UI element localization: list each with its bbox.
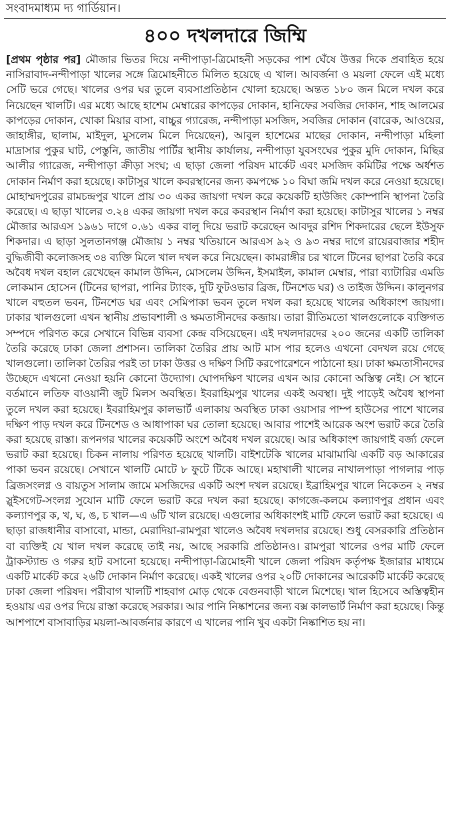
article (4, 0, 446, 816)
previous-article-tail: সংবাদমাধ্যম দ্য গার্ডিয়ান। (6, 1, 121, 15)
divider (4, 18, 446, 19)
headline: ৪০০ দখলদারে জিম্মি (143, 25, 307, 47)
article-body (4, 53, 446, 631)
continued-label: [প্রথম পৃষ্ঠার পর] (6, 54, 81, 66)
body-text: মৌজার ভিতর দিয়ে নন্দীপাড়া-ত্রিমোহনী সড়কের পাশ ঘেঁষে উত্তর দিকে প্রবাহিত হয়ে নাসিরাবাদ-নন্দীপাড়া খালের সঙ্গে ত্রিমোহনীতে মিলিত হয়েছে এ খাল। আবর্জনা ও ময়লা ফেলে এই মধ্যে সেটি ভরে গেছে। খালের ওপর ঘর তুলে ব্যবসাপ্রতিষ্ঠান খোলা হয়েছে। অন্তত ১৮০ জন মিলে দখল করে নিয়েছেন খালটি। এর মধ্যে আছে হাশেম মেম্বারের কাপড়ের দোকান, হানিফের সবজির দোকান, শাহ আলমের কাপড়ের দোকান, খোকা মিয়ার বাসা, বাচ্চুর গ্যারেজ, নন্দীপাড়া মসজিদ, সবজির দোকান (বারেক, আওয়ের, জাহাঙ্গীর, ছালাম, মাইদুল, মুসলেম মিলে দিয়েছেন), আবুল হাশেমের মাছের দোকান, নন্দীপাড়া মহিলা মাদ্রাসার পুকুর ঘাট, পেস্তুনি, জাতীয় পার্টির স্থানীয় কার্যালয়, নন্দীপাড়া যুবসংঘের পুকুর মুদি দোকান, মিছির আলীর গ্যারেজ, নন্দীপাড়া ক্রীড়া সংঘ; এ ছাড়া জেলা পরিষদ মার্কেট এবং মসজিদ কমিটির পক্ষে অর্ধশত দোকান নির্মাণ করা হয়েছে। কাটাসুর খালে কবরস্থানের জন্য কমপক্ষে ১০ বিঘা জমি দখল করে নেওয়া হয়েছে। মোহাম্মদপুরের রামচন্দ্রপুর খালে প্রায় ৩০ একর জায়গা দখল করে কয়েকটি হাউজিং কোম্পানি স্থাপনা তৈরি করেছে। এ ছাড়া খালের ৩.২৪ একর জায়গা দখল করে কবরস্থান নির্মাণ করা হয়েছে। কাটাসুর খালের ১ নম্বর মৌজার আরএস ১৯৬১ দাগে ০.৬১ একর বালু দিয়ে ভরাট করেছেন আবদুর রশিদ শিকদারের ছেলে ইউসুফ শিকদার। এ ছাড়া সুলতানগঞ্জ মৌজায় ১ নম্বর খতিয়ানে আরএস ৯২ ও ৯৩ নম্বর দাগে রায়েরবাজার শহীদ বুদ্ধিজীবী কলোজসহ ৩৪ ব্যক্তি মিলে খাল দখল করে নিয়েছেন। কামরাঙ্গীর চর খালে টিনের ছাপরা তৈরি করে অবৈধ দখল বহাল রেখেছেন কামাল উদ্দিন, মোসলেম উদ্দিন, ইসমাইল, কামাল মেম্বার, পারা ব্যাটারির এমডি লোকমান হোসেন (টিনের ছাপরা, পানির ট্যাংক, দুটি ফুটওভার ব্রিজ, টিনশেড ঘর) ও তাইজ উদ্দিন। কালুনগর খালে বহুতল ভবন, টিনশেড ঘর এবং সেমিপাকা ভবন তুলে দখল করা হয়েছে খালের অধিকাংশ জায়গা। ঢাকার খালগুলো এখন স্থানীয় প্রভাবশালী ও ক্ষমতাসীনদের কব্জায়। তারা রীতিমতো খালগুলোকে ব্যক্তিগত সম্পদে পরিণত করে সেখানে বিভিন্ন ব্যবসা কেন্দ্র বসিয়েছেন। এই দখলদারদের ২০০ জনের একটি তালিকা তৈরি করেছে ঢাকা জেলা প্রশাসন। তালিকা তৈরির প্রায় আট মাস পার হলেও এখনো বেদখল রয়ে গেছে খালগুলো। তালিকা তৈরির পরই তা ঢাকা উত্তর ও দক্ষিণ সিটি করপোরেশনে পাঠানো হয়। ঢাকা ক্ষমতাসীনদের উচ্ছেদে এখনো নেওয়া হয়নি কোনো উদ্যোগ। ঘোপদক্ষিণ খালের এখন আর কোনো অস্তিত্ব নেই। সে স্থানে বর্তমানে লতিফ বাওয়ানী জুট মিলস অবস্থিত। ইবরাহিমপুর খালের একই অবস্থা। দুই পাড়েই অবৈধ স্থাপনা তুলে দখল করা হয়েছে। ইবরাহিমপুর কালভার্ট এলাকায় অবস্থিত ঢাকা ওয়াসার পাম্প হাউসের পাশে খালের দক্ষিণ পাড় দখল করে টিনশেড ও আধাপাকা ঘর তোলা হয়েছে। আবার পাশেই আরেক অংশ ভরাট করে তৈরি করা হয়েছে রাস্তা। রূপনগর খালের কয়েকটি অংশে অবৈধ দখল রয়েছে। আর অধিকাংশ জায়গাই বর্জ্য ফেলে ভরাট করা হয়েছে। চিকন নালায় পরিণত হয়েছে খালটি। বাইশটেকি খালের মাঝামাঝি একটি বড় আকারের পাকা ভবন রয়েছে। সেখানে খালটি মোটে ৮ ফুটে টিকে আছে। মহাখালী খালের নাখালপাড়া পাগলার পাড় ব্রিজসংলগ্ন ও বায়তুস সালাম জামে মসজিদের একটি অংশ দখল রয়েছে। ইব্রাহিমপুর খালে নিকেতন ২ নম্বর স্লুইসগেট-সংলগ্ন সুযোন মাটি ফেলে ভরাট করে দখল করা হয়েছে। কাগজে-কলমে কল্যাণপুর প্রধান এবং কল্যাণপুর ক, খ, ঘ, ঙ, চ খাল—এ ৬টি খাল রয়েছে। এগুলোর অধিকাংশই মাটি ফেলে ভরাট করা হয়েছে। এ ছাড়া রাজধানীর বাসাবো, মান্ডা, মেরাদিয়া-রামপুরা খালেও অবৈধ দখলদার রয়েছে। শুধু বেসরকারি প্রতিষ্ঠান বা ব্যক্তিই যে খাল দখল করেছে তাই নয়, আছে সরকারি প্রতিষ্ঠানও। রামপুরা খালের ওপর মাটি ফেলে ট্রাকস্ট্যান্ড ও গরুর হাট বসানো হয়েছে। নন্দীপাড়া-ত্রিমোহনী খালে জেলা পরিষদ কর্তৃপক্ষ ইজারার মাধ্যমে একটি মার্কেট করে ২৬টি দোকান নির্মাণ করেছে। একই খালের ওপর ২০টি দোকানের আরেকটি মার্কেট করেছে ঢাকা জেলা পরিষদ। পরীবাগ খালটি শাহবাগ মোড় থেকে বেগুনবাড়ী খালে মিশেছে। খাল হিসেবে অস্তিত্বহীন হওয়ায় এর ওপর দিয়ে রাস্তা করেছে সরকার। আর পানি নিষ্কাশনের জন্য বক্স কালভার্ট নির্মাণ করা হয়েছে। কিন্তু আশপাশে বাসাবাড়ির ময়লা-আবর্জনার কারণে এ খালের পানি খুব একটা নিষ্কাশিত হয় না। (6, 54, 445, 629)
